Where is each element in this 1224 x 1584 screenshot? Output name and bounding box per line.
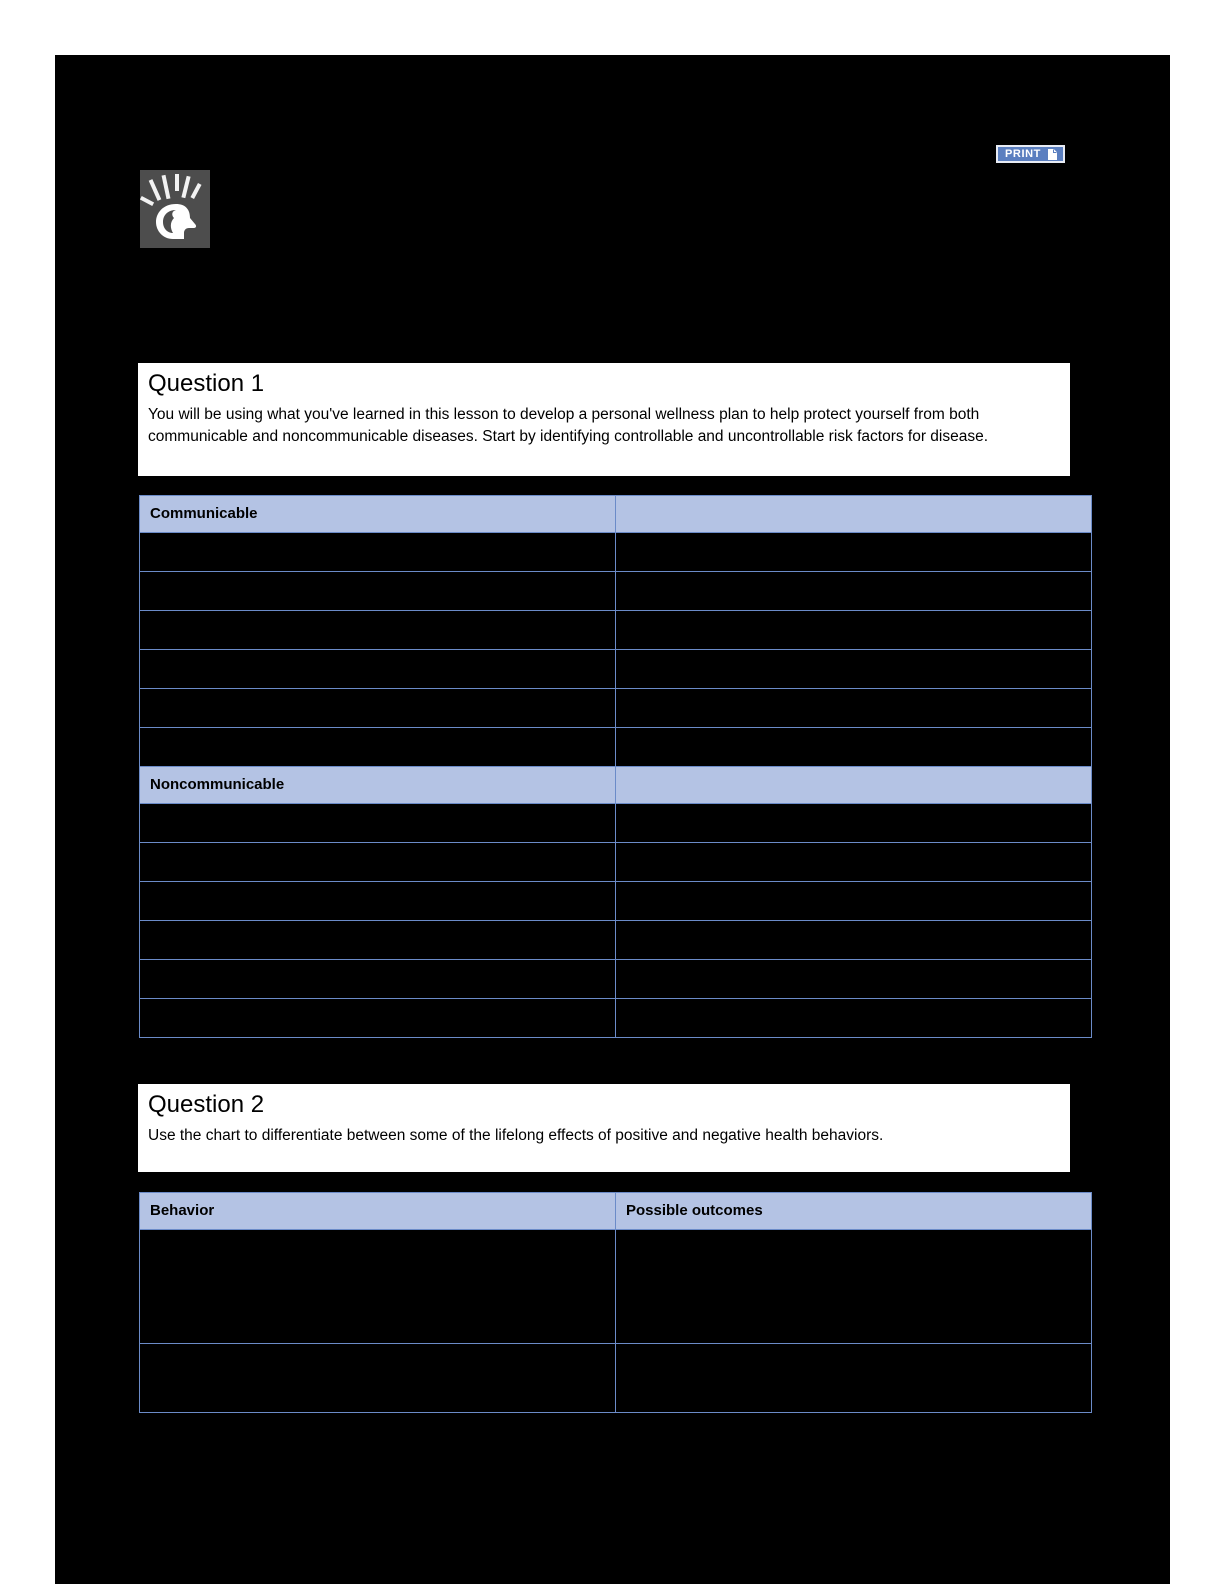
cell-blank[interactable] xyxy=(140,533,616,572)
question-2-title: Question 2 xyxy=(148,1091,265,1118)
cell-blank[interactable] xyxy=(140,572,616,611)
cell-blank[interactable] xyxy=(140,999,616,1038)
cell-blank[interactable] xyxy=(616,689,1092,728)
cell-blank[interactable] xyxy=(616,843,1092,882)
cell-blank[interactable] xyxy=(616,650,1092,689)
table-row[interactable] xyxy=(140,921,1092,960)
cell-blank[interactable] xyxy=(140,843,616,882)
question-panel-1 xyxy=(138,363,1070,476)
table-row[interactable] xyxy=(140,533,1092,572)
cell-blank[interactable] xyxy=(140,882,616,921)
cell-blank[interactable] xyxy=(616,1230,1092,1344)
cell-blank[interactable] xyxy=(140,728,616,767)
cell-blank[interactable] xyxy=(140,1230,616,1344)
cell-blank[interactable] xyxy=(616,960,1092,999)
header-communicable: Communicable xyxy=(140,496,616,533)
table-row[interactable] xyxy=(140,650,1092,689)
cell-blank[interactable] xyxy=(616,804,1092,843)
cell-blank[interactable] xyxy=(616,572,1092,611)
thinking-head-idea-icon xyxy=(140,170,210,248)
cell-blank[interactable] xyxy=(616,611,1092,650)
header-noncommunicable: Noncommunicable xyxy=(140,767,616,804)
behavior-outcomes-table xyxy=(139,1192,1092,1413)
cell-blank[interactable] xyxy=(140,611,616,650)
table-row[interactable] xyxy=(140,689,1092,728)
table-row[interactable] xyxy=(140,960,1092,999)
question-panel-2 xyxy=(138,1084,1070,1172)
header-possible-outcomes: Possible outcomes xyxy=(616,1193,1092,1230)
cell-blank[interactable] xyxy=(140,1344,616,1413)
cell-blank[interactable] xyxy=(140,689,616,728)
table-header-row xyxy=(140,767,1092,804)
table-header-row xyxy=(140,1193,1092,1230)
cell-blank[interactable] xyxy=(140,650,616,689)
table-row[interactable] xyxy=(140,1344,1092,1413)
document-icon xyxy=(1048,149,1057,160)
question-2-body: Use the chart to differentiate between some of the lifelong effects of positive and negative health behaviors. xyxy=(148,1126,884,1144)
cell-blank[interactable] xyxy=(616,728,1092,767)
cell-blank[interactable] xyxy=(616,1344,1092,1413)
header-behavior: Behavior xyxy=(140,1193,616,1230)
cell-blank[interactable] xyxy=(140,804,616,843)
table-row[interactable] xyxy=(140,611,1092,650)
header-communicable-blank xyxy=(616,496,1092,533)
cell-blank[interactable] xyxy=(616,882,1092,921)
table-row[interactable] xyxy=(140,728,1092,767)
cell-blank[interactable] xyxy=(140,960,616,999)
print-button-label: PRINT xyxy=(1005,147,1041,160)
table-header-row xyxy=(140,496,1092,533)
question-1-title: Question 1 xyxy=(148,370,265,397)
table-row[interactable] xyxy=(140,999,1092,1038)
header-noncommunicable-blank xyxy=(616,767,1092,804)
table-row[interactable] xyxy=(140,1230,1092,1344)
table-row[interactable] xyxy=(140,804,1092,843)
cell-blank[interactable] xyxy=(140,921,616,960)
cell-blank[interactable] xyxy=(616,999,1092,1038)
cell-blank[interactable] xyxy=(616,533,1092,572)
table-row[interactable] xyxy=(140,882,1092,921)
table-row[interactable] xyxy=(140,843,1092,882)
risk-factors-table xyxy=(139,495,1092,1038)
print-button[interactable] xyxy=(996,145,1065,163)
table-row[interactable] xyxy=(140,572,1092,611)
cell-blank[interactable] xyxy=(616,921,1092,960)
question-1-body: You will be using what you've learned in this lesson to develop a personal wellness plan to help protect yourself from both communicable and noncommunicable diseases. Start by identifying controllable and uncontrollable risk factors for disease. xyxy=(148,405,989,446)
